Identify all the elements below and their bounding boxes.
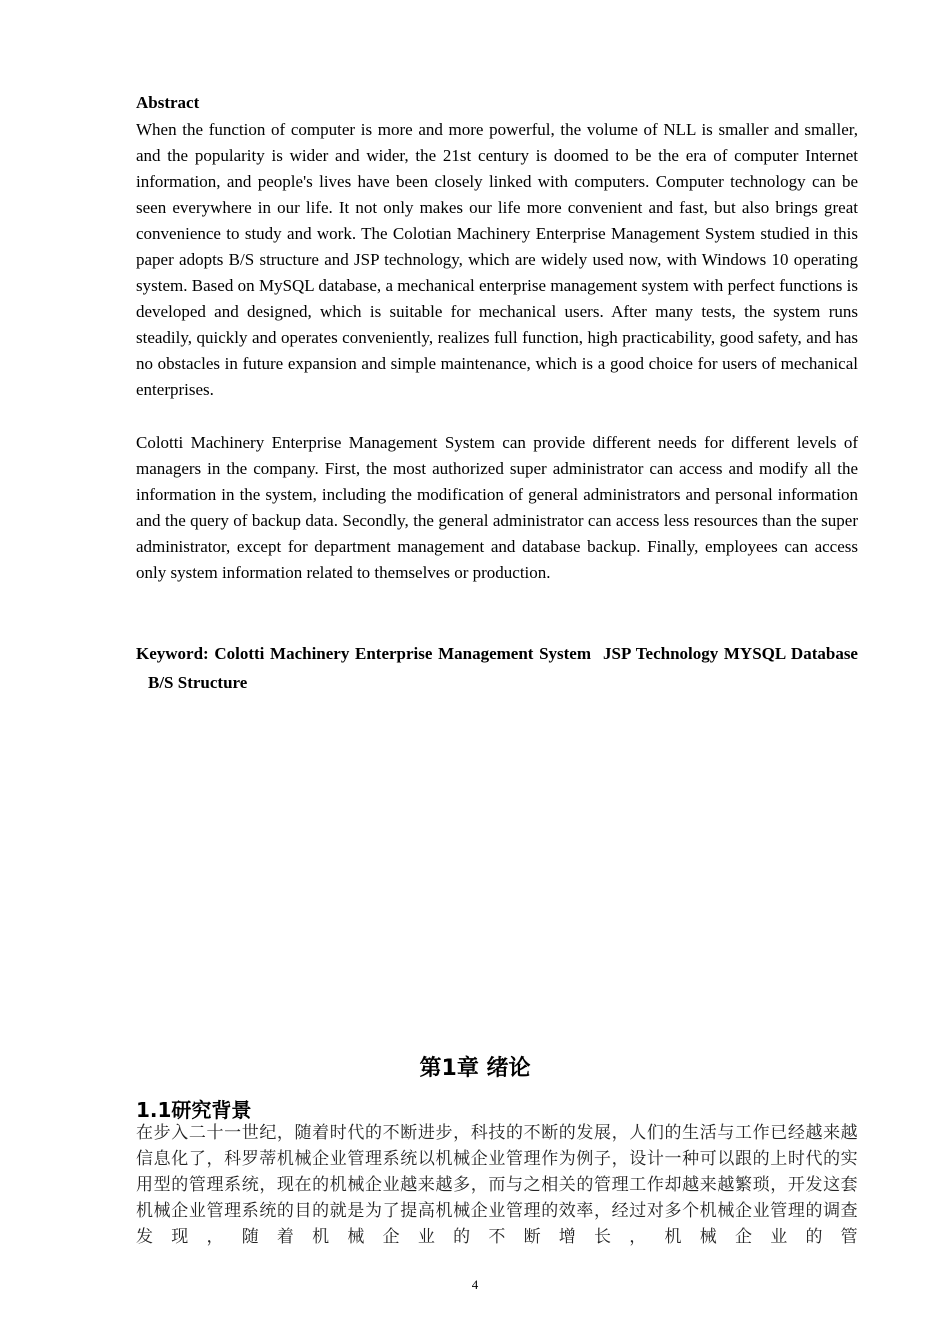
chapter-title: 第1章 绪论	[419, 1056, 531, 1081]
keywords-line	[136, 639, 858, 697]
abstract-paragraph-1: When the function of computer is more and more powerful, the volume of NLL is smaller and smaller, and the popularity is wider and wider, the 21st century is doomed to be the era of computer Internet information, and people's lives have been closely linked with computers. Computer technology can be seen everywhere in our life. It not only makes our life more convenient and fast, but also brings great convenience to study and work. The Colotian Machinery Enterprise Management System studied in this paper adopts B/S structure and JSP technology, which are widely used now, with Windows 10 operating system. Based on MySQL database, a mechanical enterprise management system with perfect functions is developed and designed, which is suitable for mechanical users. After many tests, the system runs steadily, quickly and operates conveniently, realizes full function, high practicability, good safety, and has no obstacles in future expansion and simple maintenance, which is a good choice for users of mechanical enterprises.	[136, 120, 858, 399]
page-number: 4	[471, 1277, 479, 1292]
keyword-item: B/S Structure	[148, 673, 248, 692]
abstract-heading: Abstract	[136, 93, 200, 112]
keywords-label: Keyword:	[136, 644, 209, 663]
section-title: 1.1研究背景	[136, 1098, 252, 1122]
section-body: 在步入二十一世纪，随着时代的不断进步，科技的不断的发展，人们的生活与工作已经越来越信息化了，科罗蒂机械企业管理系统以机械企业管理作为例子，设计一种可以跟的上时代的实用型的管理系统，现在的机械企业越来越多，而与之相关的管理工作却越来越繁琐，开发这套机械企业管理系统的目的就是为了提高机械企业管理的效率，经过对多个机械企业管理的调查发现，随着机械企业的不断增长，机械企业的管	[136, 1123, 858, 1247]
keyword-item: Colotti Machinery Enterprise Management System	[214, 644, 592, 663]
abstract-paragraph-2: Colotti Machinery Enterprise Management System can provide different needs for different levels of managers in the company. First, the most authorized super administrator can access and modify all the information in the system, including the modification of general administrators and personal information and the query of backup data. Secondly, the general administrator can access less resources than the super administrator, except for department management and database backup. Finally, employees can access only system information related to themselves or production.	[136, 433, 858, 582]
keyword-item: JSP Technology MYSQL Database	[603, 644, 858, 663]
